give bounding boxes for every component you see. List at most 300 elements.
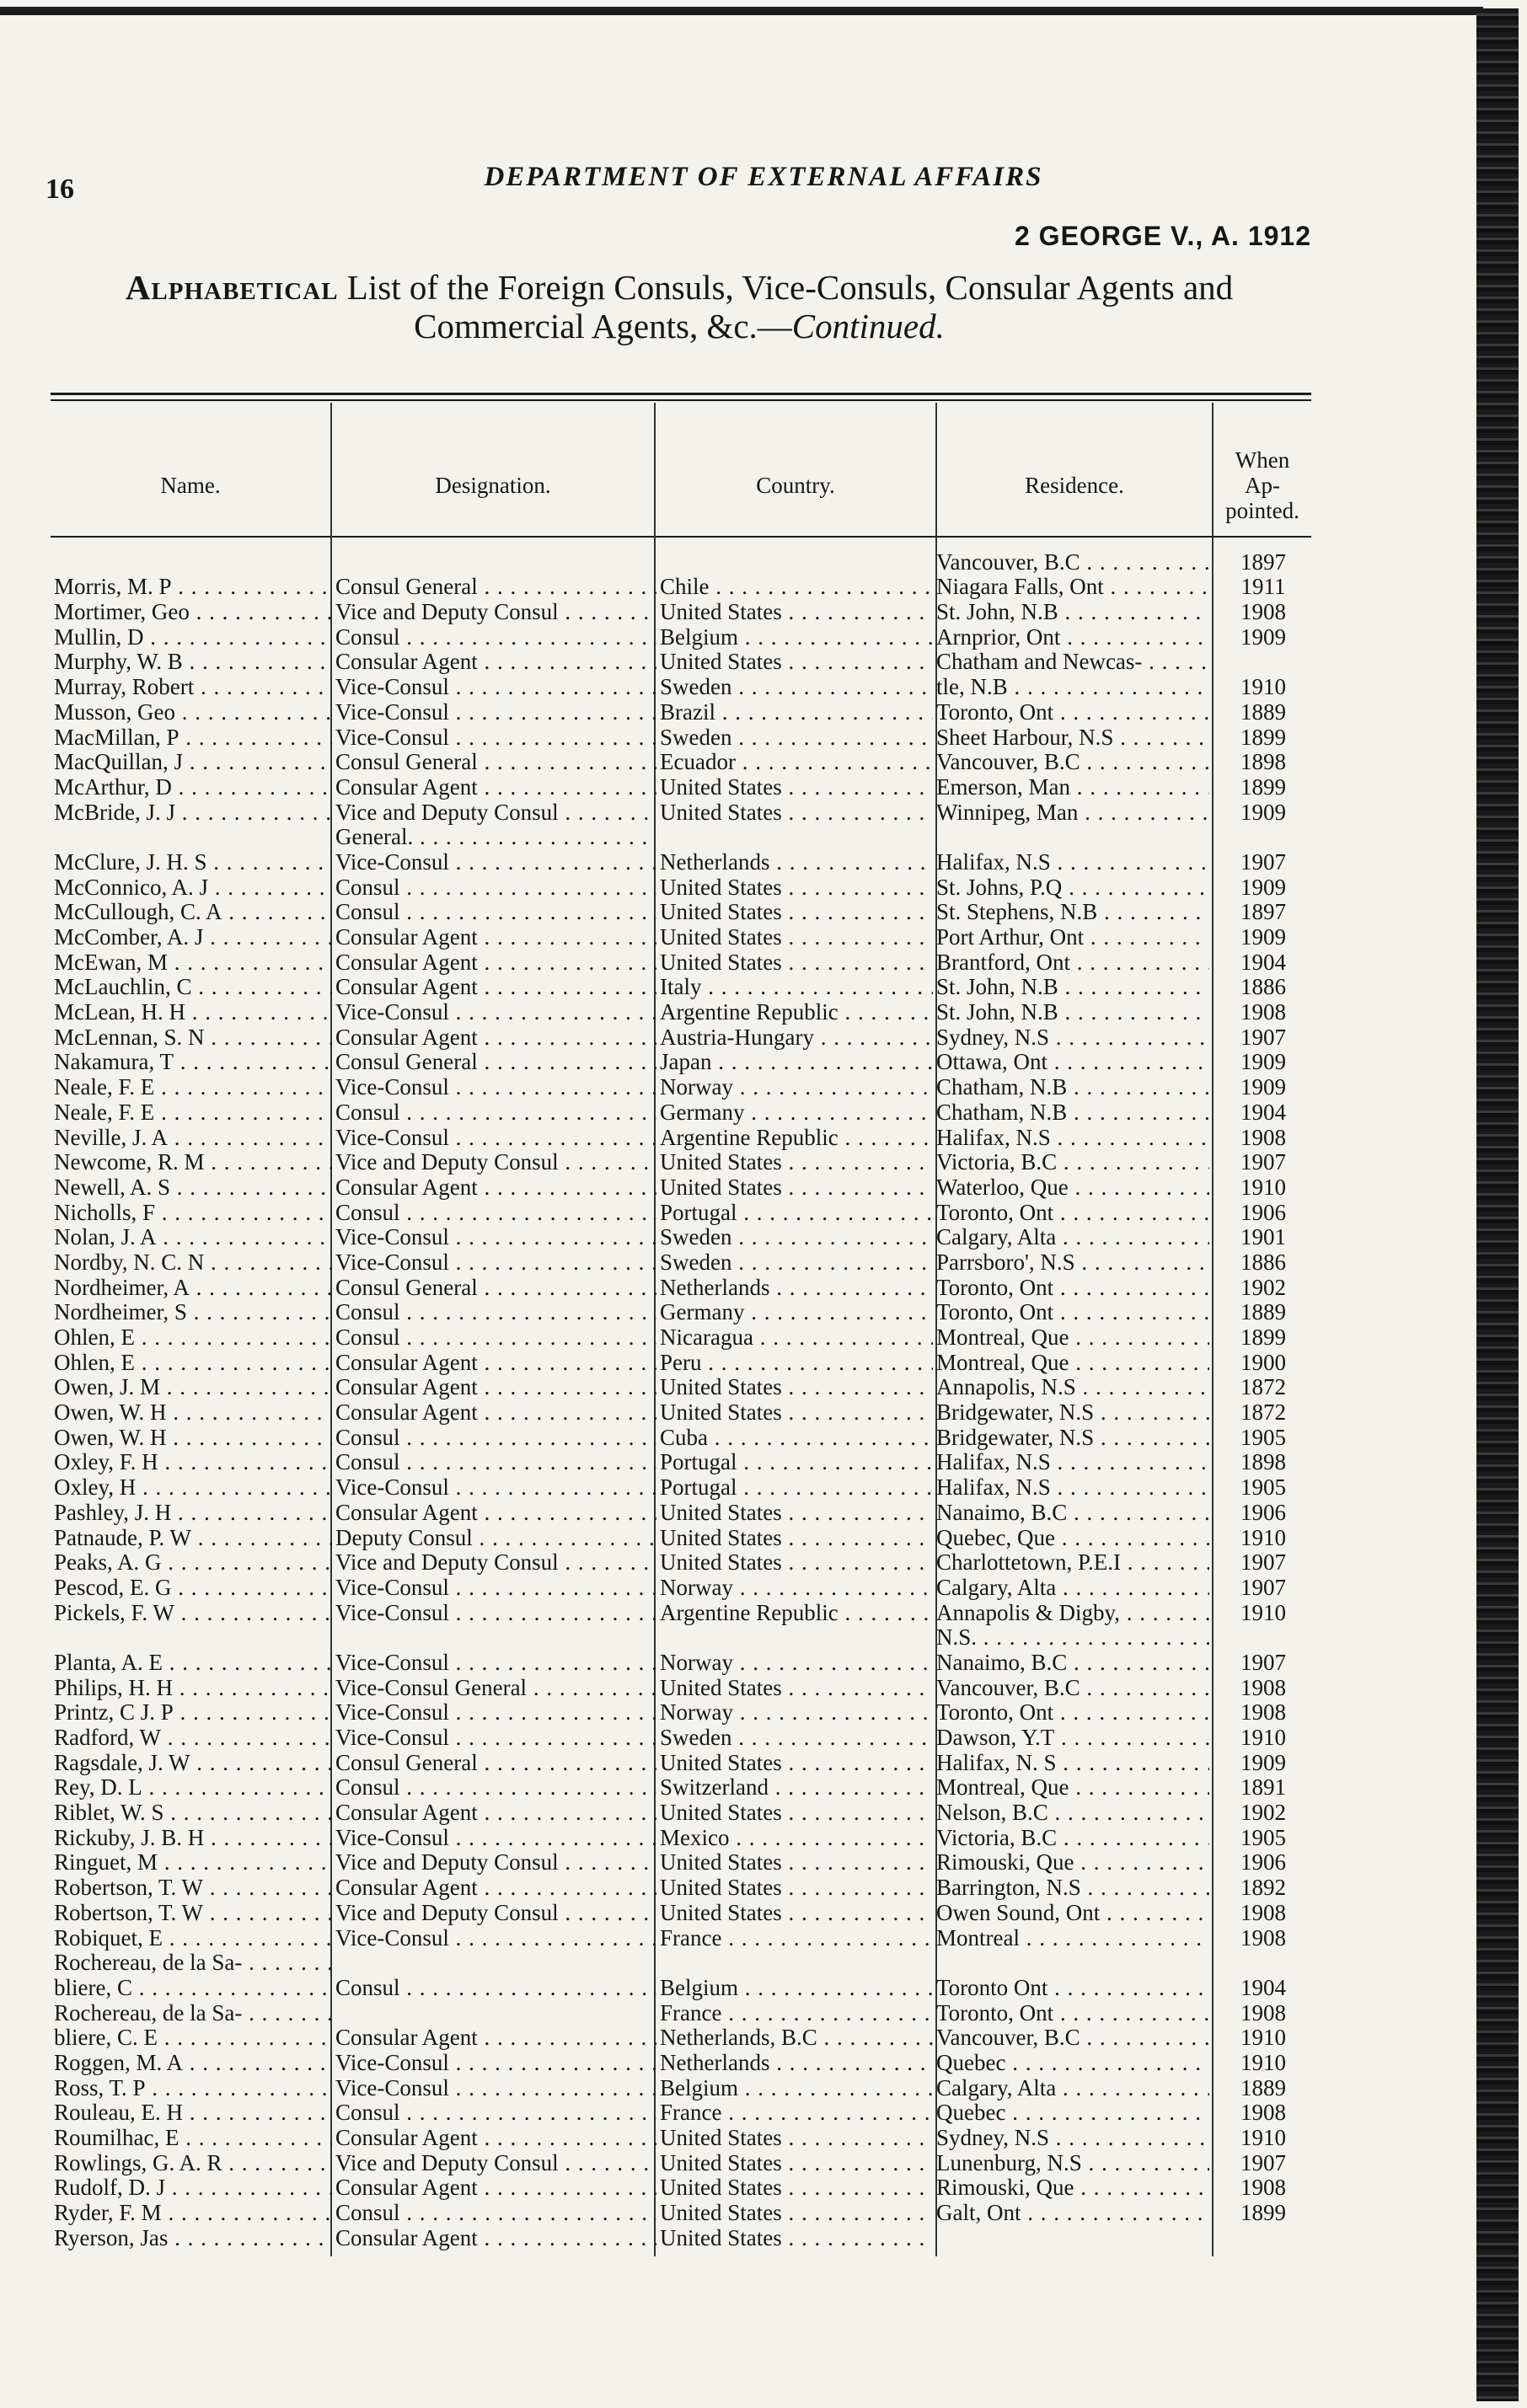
- cell-residence: Vancouver, B.C . . .: [933, 2025, 1209, 2051]
- cell-year: 1908: [1240, 1900, 1286, 1925]
- table-row: [51, 725, 1317, 750]
- cell-year: 1908: [1240, 1674, 1286, 1700]
- table-row: [51, 624, 1317, 650]
- cell-name: Mortimer, Geo . . .: [51, 599, 332, 624]
- cell-residence: Toronto, Ont . . .: [933, 2000, 1209, 2025]
- cell-country: United States . . .: [656, 2175, 933, 2201]
- cell-designation: Consul . . .: [332, 1200, 656, 1225]
- table-row: [51, 1800, 1317, 1825]
- table-row: [51, 924, 1317, 950]
- cell-year: 1897: [1240, 899, 1286, 925]
- cell-designation: Vice-Consul . . .: [332, 849, 656, 875]
- cell-country: Norway . . .: [656, 1700, 933, 1726]
- cell-country: Argentine Republic . . .: [656, 1125, 933, 1150]
- cell-country: United States . . .: [656, 1675, 933, 1700]
- cell-year: 1891: [1240, 1774, 1286, 1801]
- cell-country: Chile . . .: [656, 575, 933, 600]
- cell-residence: [933, 2225, 1209, 2250]
- table-row: [51, 2100, 1317, 2126]
- cell-designation: Deputy Consul . . .: [332, 1525, 656, 1550]
- cell-name: Nordheimer, S . . .: [51, 1300, 332, 1325]
- cell-designation: Consular Agent . . .: [332, 650, 656, 675]
- table-row: [51, 1074, 1317, 1100]
- cell-year: 1907: [1240, 1549, 1286, 1576]
- table-row: [51, 1650, 1317, 1675]
- cell-designation: Consul General . . .: [332, 1050, 656, 1075]
- cell-country: Belgium . . .: [656, 1975, 933, 2000]
- cell-residence: Dawson, Y.T . . .: [933, 1725, 1209, 1750]
- cell-residence: Chatham, N.B . . .: [933, 1100, 1209, 1125]
- table-row: [51, 1100, 1317, 1125]
- table-row: [51, 2075, 1317, 2100]
- cell-residence: Calgary, Alta . . .: [933, 2075, 1209, 2100]
- cell-country: Norway . . .: [656, 1575, 933, 1600]
- cell-designation: Consular Agent . . .: [332, 1025, 656, 1050]
- cell-name: Nordby, N. C. N . . .: [51, 1249, 332, 1275]
- cell-residence: Nelson, B.C . . .: [933, 1800, 1209, 1825]
- cell-residence: St. John, N.B . . .: [933, 999, 1209, 1025]
- cell-residence: Emerson, Man . . .: [933, 774, 1209, 800]
- cell-name: Rey, D. L . . .: [51, 1775, 332, 1801]
- cell-name: Rudolf, D. J . . .: [51, 2175, 332, 2201]
- table-row: [51, 1350, 1317, 1375]
- cell-year: 1898: [1240, 749, 1286, 775]
- cell-designation: Vice-Consul . . .: [332, 1474, 656, 1500]
- cell-country: Austria-Hungary . . .: [656, 1025, 933, 1050]
- cell-residence: Winnipeg, Man . . .: [933, 800, 1209, 825]
- cell-year: 1907: [1240, 2150, 1286, 2175]
- cell-country: France . . .: [656, 1925, 933, 1950]
- cell-designation: Vice-Consul . . .: [332, 1074, 656, 1100]
- cell-designation: Consular Agent . . .: [332, 774, 656, 800]
- cell-residence: Annapolis, N.S . . .: [933, 1375, 1209, 1400]
- cell-designation: General. . . .: [332, 825, 656, 850]
- page-title: [47, 268, 1311, 345]
- cell-designation: Vice-Consul . . .: [332, 699, 656, 725]
- cell-designation: Consular Agent . . .: [332, 1800, 656, 1825]
- table-row: [51, 1500, 1317, 1525]
- table-row: [51, 1675, 1317, 1700]
- binding-edge: [1476, 8, 1519, 2401]
- cell-designation: Vice-Consul . . .: [332, 999, 656, 1025]
- cell-residence: Halifax, N.S . . .: [933, 1125, 1209, 1150]
- cell-year: [1209, 1625, 1317, 1651]
- cell-designation: Consular Agent . . .: [332, 1399, 656, 1425]
- cell-country: Germany . . .: [656, 1100, 933, 1125]
- cell-year: 1901: [1240, 1224, 1286, 1250]
- col-header-name: Name.: [160, 473, 221, 498]
- cell-designation: Vice and Deputy Consul . . .: [332, 800, 656, 825]
- table-row: [51, 1825, 1317, 1850]
- cell-year: 1909: [1240, 874, 1286, 900]
- title-continued: Continued.: [791, 307, 945, 345]
- cell-designation: Consular Agent . . .: [332, 924, 656, 950]
- cell-year: 1909: [1240, 1750, 1286, 1775]
- cell-country: Portugal . . .: [656, 1200, 933, 1225]
- table-row: [51, 2025, 1317, 2051]
- table-row: [51, 1450, 1317, 1475]
- cell-country: [656, 1625, 933, 1651]
- cell-year: 1889: [1240, 2074, 1286, 2100]
- cell-residence: Arnprior, Ont . . .: [933, 624, 1209, 650]
- cell-name: Rowlings, G. A. R . . .: [51, 2150, 332, 2175]
- table-row: [51, 1600, 1317, 1625]
- cell-name: McComber, A. J . . .: [51, 924, 332, 950]
- cell-designation: Vice-Consul . . .: [332, 1825, 656, 1850]
- cell-name: McBride, J. J . . .: [51, 800, 332, 825]
- cell-name: Patnaude, P. W . . .: [51, 1525, 332, 1550]
- table-row: [51, 1050, 1317, 1075]
- cell-year: 1910: [1240, 674, 1286, 700]
- cell-year: 1904: [1240, 950, 1286, 975]
- table-row: [51, 1425, 1317, 1450]
- cell-name: [51, 825, 332, 850]
- cell-year: 1905: [1240, 1425, 1286, 1450]
- cell-country: United States . . .: [656, 650, 933, 675]
- cell-name: Murray, Robert . . .: [51, 674, 332, 699]
- cell-country: Netherlands . . .: [656, 849, 933, 875]
- cell-year: 1899: [1240, 1324, 1286, 1350]
- cell-country: United States . . .: [656, 950, 933, 975]
- cell-designation: Vice-Consul . . .: [332, 2050, 656, 2075]
- cell-name: Peaks, A. G . . .: [51, 1550, 332, 1576]
- cell-name: Nordheimer, A . . .: [51, 1275, 332, 1300]
- cell-residence: Victoria, B.C . . .: [933, 1150, 1209, 1175]
- cell-country: United States . . .: [656, 1500, 933, 1525]
- cell-residence: Victoria, B.C . . .: [933, 1825, 1209, 1850]
- cell-designation: Consul . . .: [332, 900, 656, 925]
- cell-country: Norway . . .: [656, 1650, 933, 1675]
- table-row: [51, 1875, 1317, 1900]
- cell-name: Mullin, D . . .: [51, 624, 332, 650]
- cell-designation: Consul . . .: [332, 1975, 656, 2000]
- cell-year: 1909: [1240, 924, 1286, 950]
- table-top-rule: [51, 393, 1311, 395]
- cell-name: Musson, Geo . . .: [51, 699, 332, 725]
- cell-designation: Vice-Consul . . .: [332, 1925, 656, 1950]
- cell-residence: Montreal . . .: [933, 1925, 1209, 1950]
- cell-designation: Consular Agent . . .: [332, 1175, 656, 1200]
- cell-designation: Vice-Consul . . .: [332, 1249, 656, 1275]
- cell-year: 1908: [1240, 1699, 1286, 1726]
- cell-designation: Vice-Consul . . .: [332, 1725, 656, 1750]
- cell-residence: Halifax, N.S . . .: [933, 1450, 1209, 1475]
- table-row: [51, 1375, 1317, 1400]
- cell-country: Portugal . . .: [656, 1450, 933, 1475]
- cell-year: 1909: [1240, 1049, 1286, 1075]
- cell-year: 1908: [1240, 2175, 1286, 2201]
- cell-designation: Vice-Consul . . .: [332, 725, 656, 750]
- cell-year: 1886: [1240, 974, 1286, 1000]
- cell-country: Italy . . .: [656, 975, 933, 1000]
- cell-year: 1910: [1240, 1599, 1286, 1625]
- cell-residence: Charlottetown, P.E.I . . .: [933, 1550, 1209, 1576]
- cell-year: 1908: [1240, 1124, 1286, 1150]
- cell-country: United States . . .: [656, 1399, 933, 1425]
- session-label: 2 GEORGE V., A. 1912: [1014, 221, 1311, 251]
- cell-year: 1905: [1240, 1474, 1286, 1501]
- table-row: [51, 1175, 1317, 1200]
- cell-designation: Consul . . .: [332, 1300, 656, 1325]
- cell-country: [656, 1950, 933, 1976]
- cell-residence: Toronto, Ont . . .: [933, 1275, 1209, 1300]
- cell-name: McLennan, S. N . . .: [51, 1025, 332, 1050]
- cell-year: 1872: [1240, 1374, 1286, 1400]
- cell-residence: Quebec, Que . . .: [933, 1525, 1209, 1550]
- col-header-residence: Residence.: [1025, 473, 1124, 498]
- cell-name: Ohlen, E . . .: [51, 1324, 332, 1350]
- table-row: [51, 1950, 1317, 1976]
- cell-residence: Halifax, N. S . . .: [933, 1750, 1209, 1775]
- table-row: [51, 1399, 1317, 1425]
- cell-residence: Brantford, Ont . . .: [933, 950, 1209, 975]
- cell-name: McClure, J. H. S . . .: [51, 849, 332, 875]
- table-row: [51, 950, 1317, 975]
- table-row: [51, 1200, 1317, 1225]
- cell-name: Robiquet, E . . .: [51, 1925, 332, 1950]
- cell-year: 1905: [1240, 1825, 1286, 1850]
- cell-country: Sweden . . .: [656, 1725, 933, 1750]
- cell-residence: Chatham and Newcas- . . .: [933, 650, 1209, 675]
- cell-residence: Montreal, Que . . .: [933, 1324, 1209, 1350]
- cell-residence: Montreal, Que . . .: [933, 1350, 1209, 1375]
- cell-name: Neville, J. A . . .: [51, 1125, 332, 1150]
- cell-residence: Halifax, N.S . . .: [933, 1474, 1209, 1500]
- cell-name: Morris, M. P . . .: [51, 575, 332, 600]
- table-row: [51, 1850, 1317, 1876]
- col-header-country: Country.: [756, 473, 835, 498]
- table-row: [51, 699, 1317, 725]
- top-rule: [0, 7, 1483, 15]
- cell-residence: N.S. . . .: [933, 1625, 1209, 1651]
- cell-country: United States . . .: [656, 2200, 933, 2225]
- cell-name: Pescod, E. G . . .: [51, 1575, 332, 1600]
- cell-year: 1906: [1240, 1849, 1286, 1876]
- cell-year: 1908: [1240, 1999, 1286, 2025]
- cell-designation: Vice-Consul . . .: [332, 1700, 656, 1726]
- cell-residence: [933, 1950, 1209, 1976]
- table-body: [51, 549, 1317, 2250]
- cell-country: United States . . .: [656, 1525, 933, 1550]
- cell-year: 1902: [1240, 1800, 1286, 1826]
- cell-residence: Vancouver, B.C . . .: [933, 750, 1209, 775]
- cell-name: Radford, W . . .: [51, 1725, 332, 1750]
- table-row: [51, 800, 1317, 825]
- table-row: [51, 1525, 1317, 1550]
- cell-residence: Sydney, N.S . . .: [933, 2125, 1209, 2150]
- cell-name: McEwan, M . . .: [51, 950, 332, 975]
- cell-name: McCullough, C. A . . .: [51, 900, 332, 925]
- cell-name: McConnico, A. J . . .: [51, 875, 332, 900]
- table-row: [51, 2225, 1317, 2250]
- cell-residence: Rimouski, Que . . .: [933, 1850, 1209, 1876]
- cell-name: [51, 549, 332, 575]
- cell-year: 1908: [1240, 1924, 1286, 1950]
- cell-designation: [332, 1950, 656, 1976]
- table-row: [51, 1249, 1317, 1275]
- cell-designation: [332, 549, 656, 575]
- cell-name: Oxley, F. H . . .: [51, 1450, 332, 1475]
- header-bottom-rule: [51, 536, 1311, 538]
- cell-country: [656, 549, 933, 575]
- cell-year: [1209, 650, 1317, 675]
- table-row: [51, 825, 1317, 850]
- cell-designation: Vice-Consul . . .: [332, 1125, 656, 1150]
- cell-name: [51, 1625, 332, 1651]
- table-row: [51, 750, 1317, 775]
- cell-year: 1907: [1240, 1149, 1286, 1175]
- cell-designation: Vice and Deputy Consul . . .: [332, 1550, 656, 1576]
- cell-designation: Consul General . . .: [332, 750, 656, 775]
- cell-name: Riblet, W. S . . .: [51, 1800, 332, 1825]
- cell-designation: Vice and Deputy Consul . . .: [332, 1900, 656, 1925]
- cell-residence: Rimouski, Que . . .: [933, 2175, 1209, 2201]
- cell-name: Neale, F. E . . .: [51, 1100, 332, 1125]
- cell-name: bliere, C . . .: [51, 1975, 332, 2000]
- cell-residence: Bridgewater, N.S . . .: [933, 1399, 1209, 1425]
- cell-name: Rochereau, de la Sa- . . .: [51, 1950, 332, 1976]
- cell-name: Owen, W. H . . .: [51, 1399, 332, 1425]
- title-main: List of the Foreign Consuls, Vice-Consuls, Consular Agents and Commercial Agents, &c.—: [346, 268, 1234, 345]
- cell-year: 1910: [1240, 1524, 1286, 1550]
- cell-name: Rochereau, de la Sa- . . .: [51, 2000, 332, 2025]
- cell-designation: Consul . . .: [332, 624, 656, 650]
- cell-designation: Vice and Deputy Consul . . .: [332, 1150, 656, 1175]
- cell-residence: St. John, N.B . . .: [933, 599, 1209, 624]
- cell-country: United States . . .: [656, 900, 933, 925]
- cell-year: 1908: [1240, 2100, 1286, 2126]
- cell-residence: Galt, Ont . . .: [933, 2200, 1209, 2225]
- cell-name: Oxley, H . . .: [51, 1474, 332, 1500]
- cell-residence: Toronto, Ont . . .: [933, 699, 1209, 725]
- cell-designation: Consular Agent . . .: [332, 950, 656, 975]
- cell-country: Argentine Republic . . .: [656, 999, 933, 1025]
- table-row: [51, 1550, 1317, 1576]
- cell-year: [1209, 1950, 1317, 1976]
- cell-country: Japan . . .: [656, 1050, 933, 1075]
- cell-year: 1889: [1240, 1299, 1286, 1325]
- cell-country: Belgium . . .: [656, 2075, 933, 2100]
- cell-country: Portugal . . .: [656, 1474, 933, 1500]
- cell-year: 1909: [1240, 624, 1286, 650]
- cell-residence: Toronto, Ont . . .: [933, 1300, 1209, 1325]
- cell-year: 1910: [1240, 2050, 1286, 2075]
- table-row: [51, 900, 1317, 925]
- cell-country: France . . .: [656, 2100, 933, 2126]
- cell-country: United States . . .: [656, 2150, 933, 2175]
- cell-designation: Consular Agent . . .: [332, 1875, 656, 1900]
- cell-country: United States . . .: [656, 1800, 933, 1825]
- cell-residence: Sydney, N.S . . .: [933, 1025, 1209, 1050]
- table-row: [51, 1275, 1317, 1300]
- cell-name: McArthur, D . . .: [51, 774, 332, 800]
- cell-residence: Quebec . . .: [933, 2050, 1209, 2075]
- cell-year: 1910: [1240, 2025, 1286, 2051]
- cell-country: Sweden . . .: [656, 1249, 933, 1275]
- table-row: [51, 1700, 1317, 1726]
- cell-designation: Consul . . .: [332, 2200, 656, 2225]
- cell-residence: Nanaimo, B.C . . .: [933, 1650, 1209, 1675]
- cell-country: Belgium . . .: [656, 624, 933, 650]
- cell-country: United States . . .: [656, 924, 933, 950]
- cell-year: 1906: [1240, 1500, 1286, 1525]
- cell-residence: Waterloo, Que . . .: [933, 1175, 1209, 1200]
- cell-year: 1902: [1240, 1274, 1286, 1300]
- cell-residence: Niagara Falls, Ont . . .: [933, 575, 1209, 600]
- cell-designation: Vice-Consul . . .: [332, 1575, 656, 1600]
- cell-name: Murphy, W. B . . .: [51, 650, 332, 675]
- cell-country: United States . . .: [656, 875, 933, 900]
- table-row: [51, 1625, 1317, 1651]
- cell-country: Peru . . .: [656, 1350, 933, 1375]
- cell-residence: Quebec . . .: [933, 2100, 1209, 2126]
- cell-country: Netherlands . . .: [656, 1275, 933, 1300]
- cell-year: 1909: [1240, 799, 1286, 825]
- cell-name: MacQuillan, J . . .: [51, 750, 332, 775]
- cell-country: Nicaragua . . .: [656, 1324, 933, 1350]
- cell-country: Switzerland . . .: [656, 1775, 933, 1801]
- cell-designation: Consul General . . .: [332, 575, 656, 600]
- cell-residence: Barrington, N.S . . .: [933, 1875, 1209, 1900]
- cell-year: 1872: [1240, 1399, 1286, 1426]
- cell-country: United States . . .: [656, 1375, 933, 1400]
- table-row: [51, 575, 1317, 600]
- table-row: [51, 999, 1317, 1025]
- cell-designation: Vice-Consul . . .: [332, 1650, 656, 1675]
- cell-designation: Consular Agent . . .: [332, 2025, 656, 2051]
- cell-country: United States . . .: [656, 599, 933, 624]
- cell-year: 1900: [1240, 1350, 1286, 1375]
- cell-designation: Vice-Consul . . .: [332, 2075, 656, 2100]
- cell-name: Rickuby, J. B. H . . .: [51, 1825, 332, 1850]
- cell-residence: Toronto Ont . . .: [933, 1975, 1209, 2000]
- cell-name: Ross, T. P . . .: [51, 2075, 332, 2100]
- table-row: [51, 1750, 1317, 1775]
- table-row: [51, 599, 1317, 624]
- cell-residence: Parrsboro', N.S . . .: [933, 1249, 1209, 1275]
- page-number: 16: [46, 174, 74, 205]
- col-header-designation: Designation.: [435, 473, 551, 498]
- cell-name: Nolan, J. A . . .: [51, 1225, 332, 1250]
- cell-designation: Vice and Deputy Consul . . .: [332, 599, 656, 624]
- cell-year: 1908: [1240, 999, 1286, 1025]
- cell-country: Brazil . . .: [656, 699, 933, 725]
- cell-residence: Annapolis & Digby, . . .: [933, 1600, 1209, 1625]
- cell-residence: Lunenburg, N.S . . .: [933, 2150, 1209, 2175]
- cell-name: Robertson, T. W . . .: [51, 1875, 332, 1900]
- cell-country: Mexico . . .: [656, 1825, 933, 1850]
- cell-residence: Bridgewater, N.S . . .: [933, 1425, 1209, 1450]
- cell-country: United States . . .: [656, 1175, 933, 1200]
- cell-year: 1898: [1240, 1449, 1286, 1475]
- table-row: [51, 674, 1317, 699]
- cell-country: Cuba . . .: [656, 1425, 933, 1450]
- cell-year: [1209, 2225, 1317, 2250]
- cell-country: [656, 825, 933, 850]
- cell-name: Nakamura, T . . .: [51, 1050, 332, 1075]
- cell-designation: Vice-Consul . . .: [332, 1225, 656, 1250]
- cell-designation: Consul General . . .: [332, 1275, 656, 1300]
- cell-country: United States . . .: [656, 800, 933, 825]
- cell-designation: Consul . . .: [332, 1425, 656, 1450]
- cell-year: 1899: [1240, 724, 1286, 750]
- table-top-rule-2: [51, 399, 1311, 401]
- cell-designation: Consul . . .: [332, 1100, 656, 1125]
- cell-year: 1886: [1240, 1249, 1286, 1275]
- table-row: [51, 1725, 1317, 1750]
- cell-residence: Toronto, Ont . . .: [933, 1700, 1209, 1726]
- cell-designation: Vice and Deputy Consul . . .: [332, 2150, 656, 2175]
